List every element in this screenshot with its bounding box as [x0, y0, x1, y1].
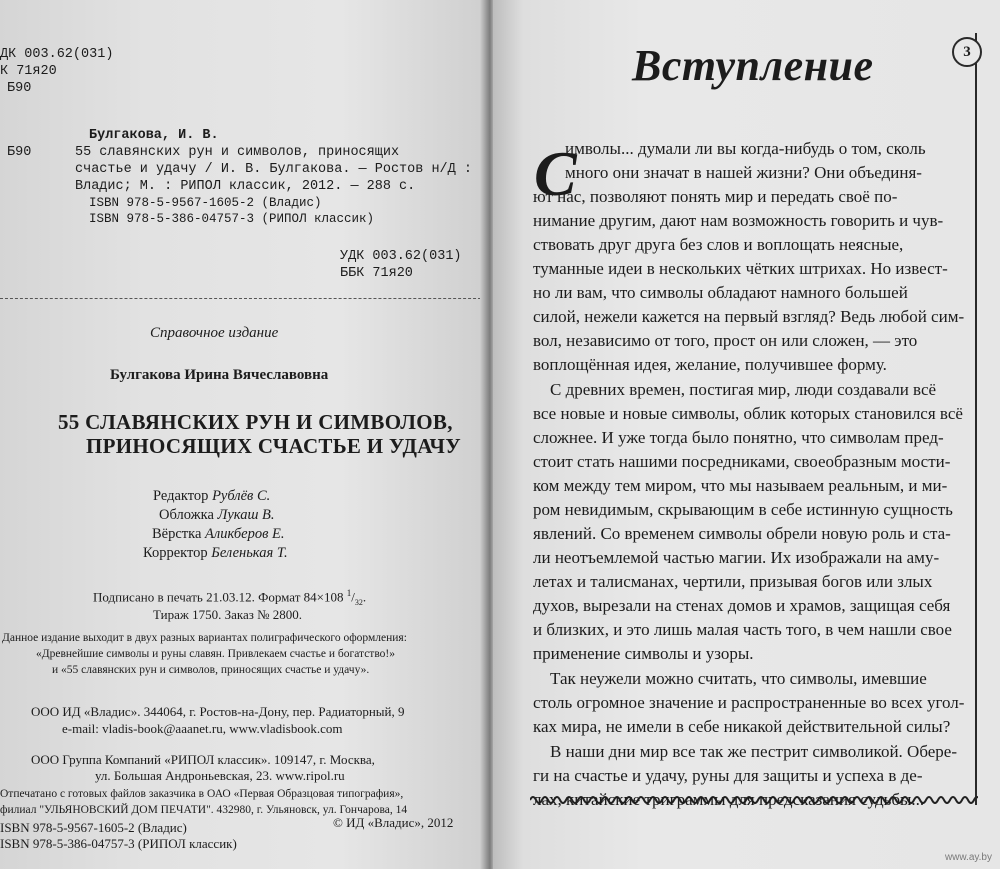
- body-line: ром невидимым, скрывающим в себе истинную сущность: [533, 500, 953, 519]
- book-title-line1: 55 СЛАВЯНСКИХ РУН И СИМВОЛОВ,: [58, 410, 453, 434]
- body-line: явлений. Со временем символы обрели новую роль и ста-: [533, 524, 951, 543]
- udk-top: ДК 003.62(031): [0, 47, 114, 62]
- chapter-heading: Вступление: [632, 41, 874, 90]
- catalog-line: Владис; М. : РИПОЛ классик, 2012. — 288 с.: [75, 179, 416, 194]
- copyright: © ИД «Владис», 2012: [333, 815, 454, 830]
- body-line: лах, китайские триграммы для предсказания судьбы...: [533, 790, 925, 809]
- body-line: воплощённая идея, желание, получившее форму.: [533, 355, 887, 374]
- body-line: стоит стать нашими посредниками, своеобразным мости-: [533, 452, 951, 471]
- print-info-text: Подписано в печать 21.03.12. Формат 84×108: [93, 589, 344, 605]
- printer-info: Отпечатано с готовых файлов заказчика в ОАО «Первая Образцовая типография»,: [0, 788, 404, 800]
- body-line: силой, нежели кажется на первый взгляд? Ведь любой сим-: [533, 307, 965, 326]
- printer-info: филиал "УЛЬЯНОВСКИЙ ДОМ ПЕЧАТИ". 432980, г. Ульяновск, ул. Гончарова, 14: [0, 804, 408, 816]
- udk-code: УДК 003.62(031): [340, 249, 462, 264]
- body-line: имволы... думали ли вы когда-нибудь о том, сколь: [565, 139, 926, 158]
- catalog-isbn: ISBN 978-5-386-04757-3 (РИПОЛ классик): [89, 212, 375, 226]
- credit-role: Обложка: [159, 507, 214, 523]
- body-line: ги на счастье и удачу, руны для защиты и успеха в де-: [533, 766, 923, 785]
- bbk-top: К 71я20: [0, 64, 57, 79]
- credit-name: Беленькая Т.: [211, 545, 288, 561]
- cut-line: [0, 298, 486, 299]
- body-line: и близких, и это лишь малая часть того, в чем нашли свое: [533, 620, 952, 639]
- body-line: летах и талисманах, чертили, призывая богов или злых: [533, 572, 933, 591]
- credit-name: Аликберов Е.: [205, 526, 285, 542]
- credit-line: [152, 526, 285, 543]
- body-line: ках мира, не имели в себе никакой действительной силы?: [533, 717, 951, 736]
- format-numerator: 1: [346, 588, 352, 598]
- edition-note: «Древнейшие символы и руны славян. Привлекаем счастье и богатство!»: [36, 648, 396, 660]
- body-line: но ли вам, что символы обладают намного большей: [533, 283, 908, 302]
- bbk-code: ББК 71я20: [340, 266, 413, 281]
- left-page: [0, 0, 486, 869]
- b90-top: Б90: [7, 81, 32, 96]
- credit-name: Лукаш В.: [217, 507, 275, 523]
- body-line: С древних времен, постигая мир, люди создавали всё: [550, 380, 937, 399]
- credit-line: [153, 488, 270, 505]
- body-line: В наши дни мир все так же пестрит символикой. Обере-: [550, 742, 957, 761]
- book-title-line2: ПРИНОСЯЩИХ СЧАСТЬЕ И УДАЧУ: [86, 434, 461, 458]
- body-line: много они значат в нашей жизни? Они объединя-: [565, 163, 922, 182]
- body-line: все новые и новые символы, облик которых становился всё: [533, 404, 963, 423]
- print-run: Тираж 1750. Заказ № 2800.: [153, 607, 303, 622]
- body-line: ли неотъемлемой частью магии. Их изображали на аму-: [533, 548, 940, 567]
- credit-role: Вёрстка: [152, 526, 202, 542]
- body-line: ствовать друг друга без слов и воплощать неясные,: [533, 235, 904, 254]
- body-line: сложнее. И уже тогда было понятно, что символам пред-: [533, 428, 944, 447]
- edition-note: Данное издание выходит в двух разных вариантах полиграфического оформления:: [2, 632, 407, 644]
- isbn-line: ISBN 978-5-386-04757-3 (РИПОЛ классик): [0, 836, 237, 851]
- format-denominator: 32: [354, 597, 363, 607]
- publisher-address: ООО Группа Компаний «РИПОЛ классик». 109147, г. Москва,: [31, 752, 375, 767]
- watermark: www.ay.by: [944, 852, 992, 863]
- credit-line: [143, 545, 288, 562]
- body-line: ком между тем миром, что мы называем реальным, и ми-: [533, 476, 948, 495]
- credit-name: Рублёв С.: [212, 488, 271, 504]
- body-line: применение символы и узоры.: [533, 644, 754, 663]
- catalog-line: 55 славянских рун и символов, приносящих: [75, 145, 400, 160]
- print-info: Подписано в печать 21.03.12. Формат 84×108 $^1/_{32}$.: [93, 588, 367, 607]
- catalog-line: счастье и удачу / И. В. Булгакова. — Ростов н/Д :: [75, 162, 472, 177]
- credit-role: Редактор: [153, 488, 209, 504]
- body-line: Так неужели можно считать, что символы, имевшие: [550, 669, 927, 688]
- isbn-line: ISBN 978-5-9567-1605-2 (Владис): [0, 820, 187, 835]
- publisher-contacts: e-mail: vladis-book@aaanet.ru, www.vladisbook.com: [62, 721, 343, 736]
- body-line: вол, независимо от того, прост он или сложен, — это: [533, 331, 918, 350]
- catalog-author: Булгакова, И. В.: [89, 128, 219, 143]
- catalog-isbn: ISBN 978-5-9567-1605-2 (Владис): [89, 196, 322, 210]
- body-line: туманные идеи в нескольких чётких штрихах. Но извест-: [533, 259, 948, 278]
- publisher-address: ООО ИД «Владис». 344064, г. Ростов-на-Дону, пер. Радиаторный, 9: [31, 704, 405, 719]
- body-line: духов, вырезали на стенах домов и храмов, защищая себя: [533, 596, 951, 615]
- credit-role: Корректор: [143, 545, 208, 561]
- credit-line: [159, 507, 275, 524]
- body-line: нимание другим, дают нам возможность говорить и чув-: [533, 211, 944, 230]
- body-line: ют нас, позволяют понять мир и передать своё по-: [533, 187, 898, 206]
- edition-note: и «55 славянских рун и символов, приносящих счастье и удачу».: [52, 664, 370, 676]
- edition-type: Справочное издание: [150, 325, 279, 341]
- full-author: Булгакова Ирина Вячеславовна: [110, 367, 329, 383]
- publisher-address: ул. Большая Андроньевская, 23. www.ripol.ru: [95, 768, 345, 783]
- body-line: столь огромное значение и распространенные во всех угол-: [533, 693, 965, 712]
- catalog-b90: Б90: [7, 145, 32, 160]
- drop-cap: С: [534, 138, 577, 209]
- page-number: 3: [952, 37, 982, 67]
